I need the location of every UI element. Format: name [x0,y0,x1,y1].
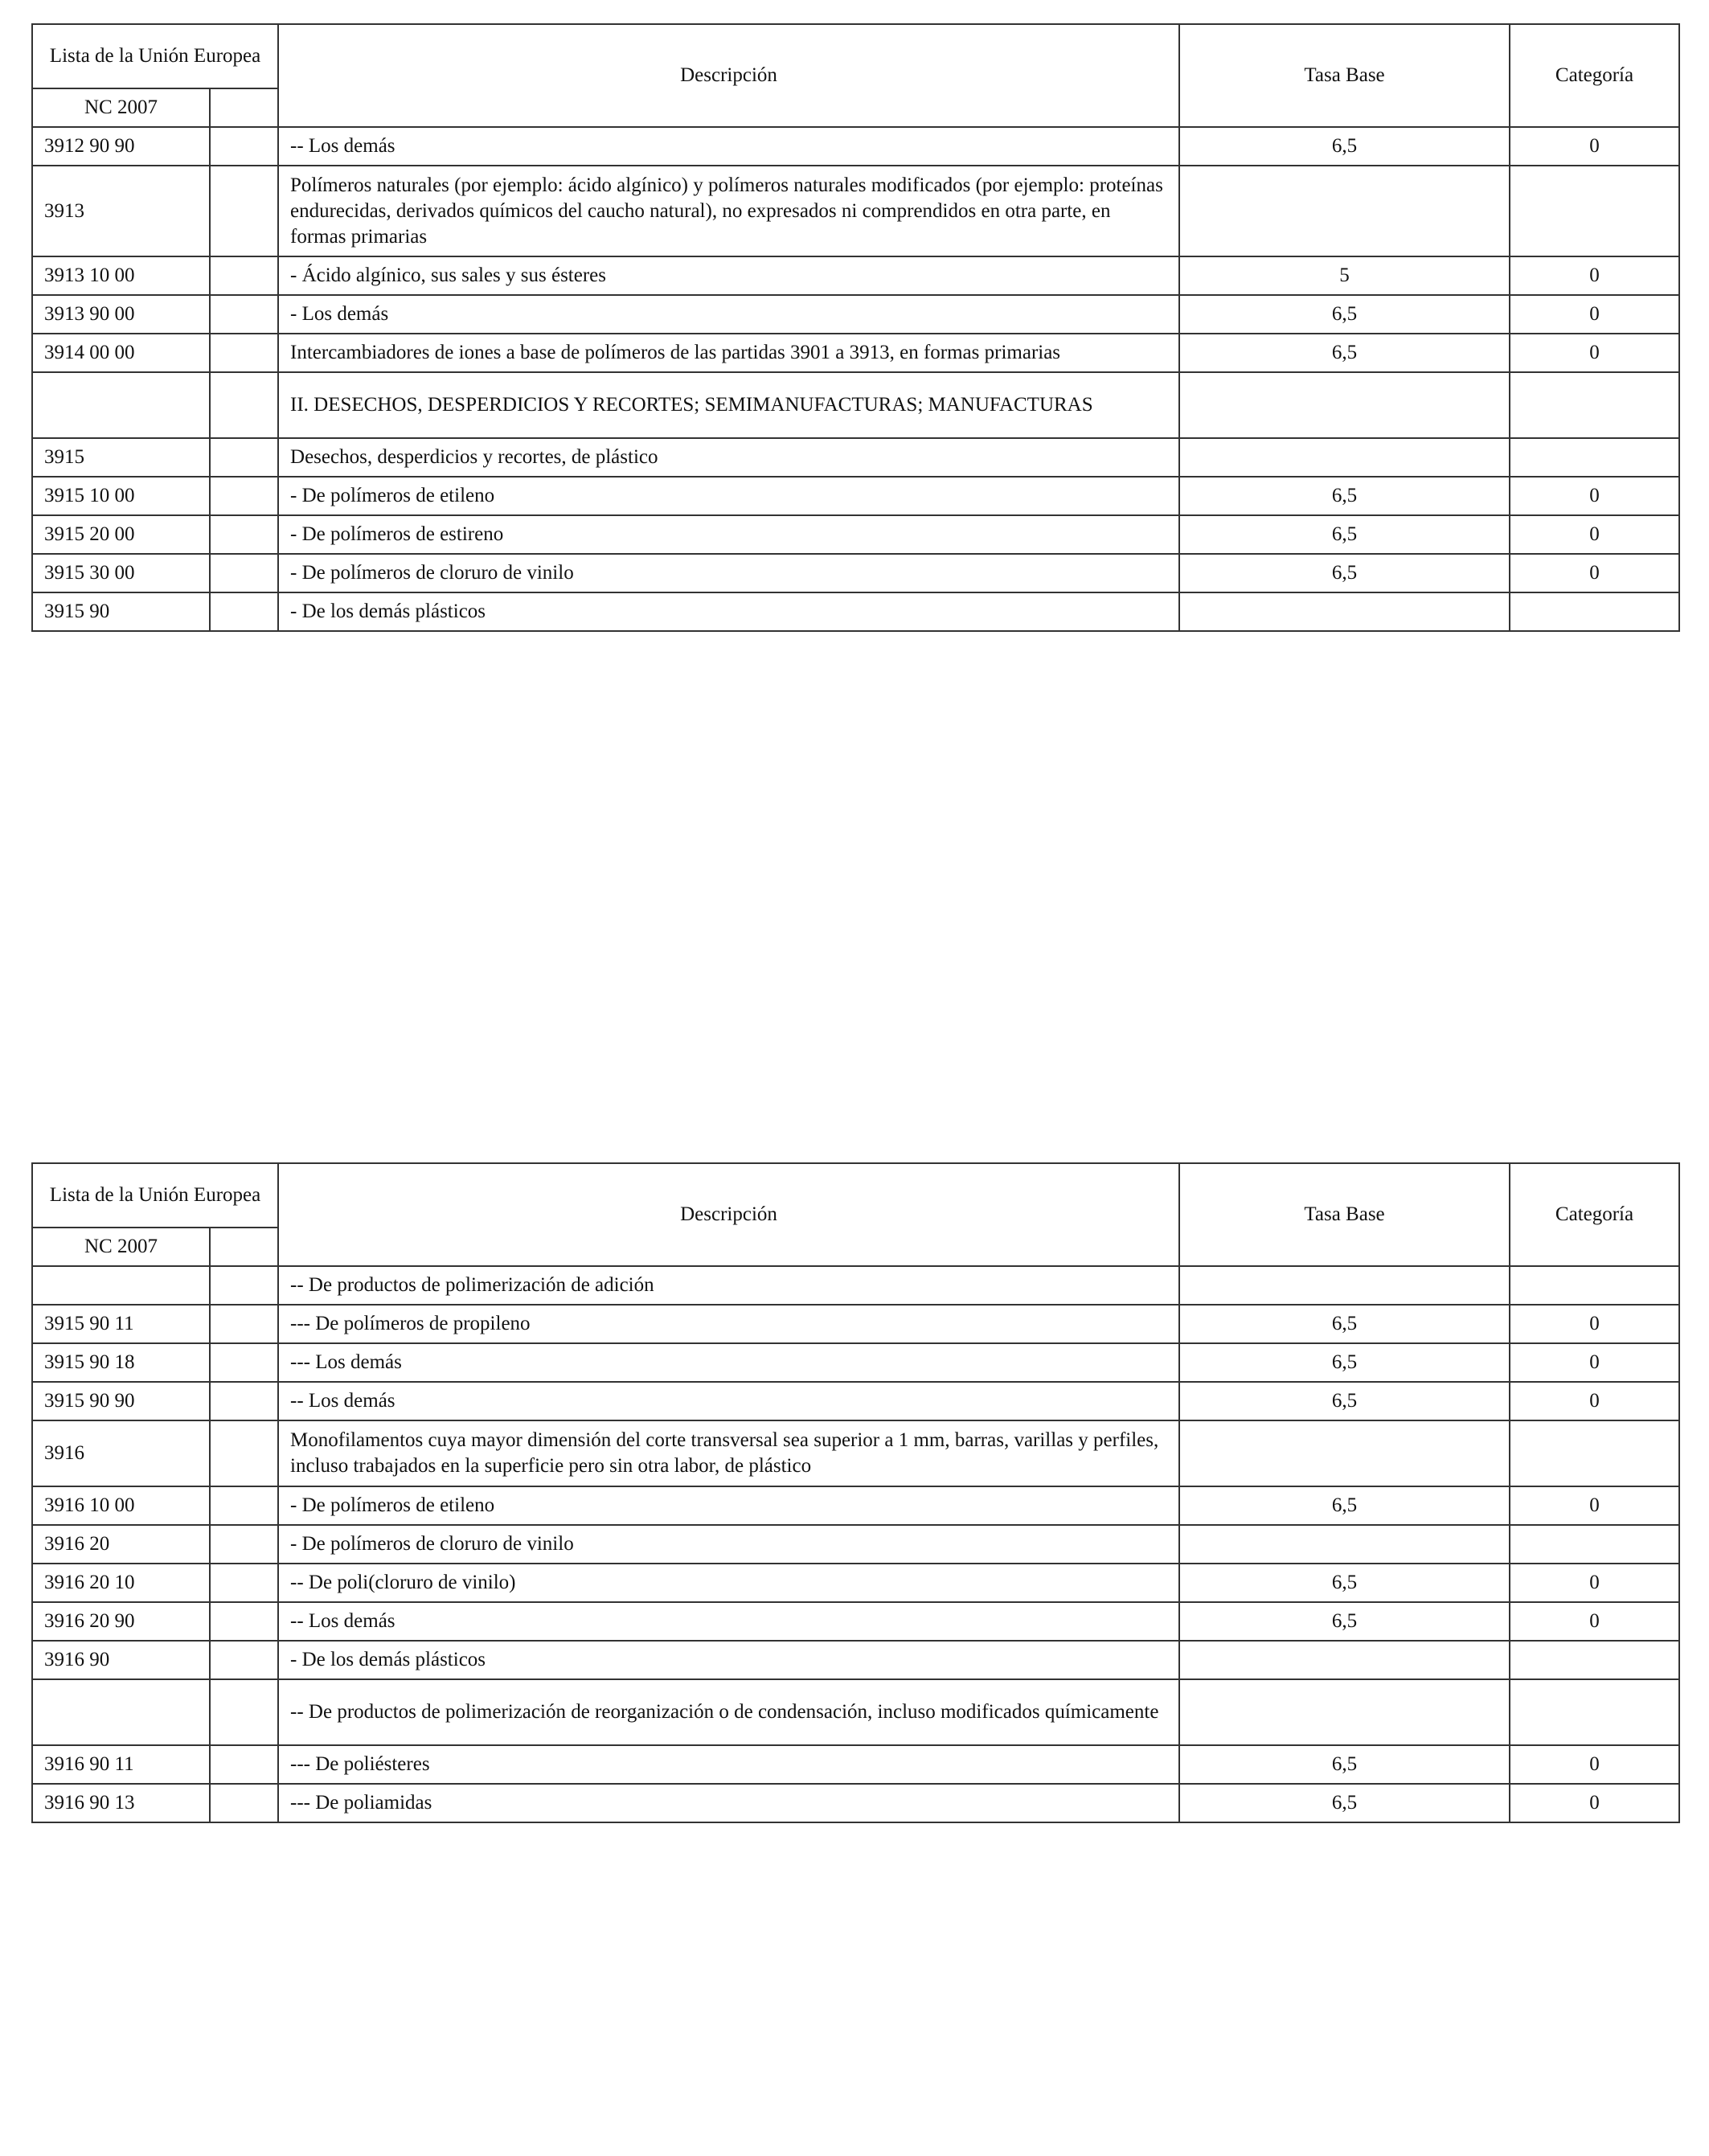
cell-base-rate: 6,5 [1179,554,1510,592]
cell-category: 0 [1510,477,1679,515]
cell-code: 3915 10 00 [32,477,210,515]
cell-base-rate [1179,1641,1510,1679]
cell-blank [210,127,278,166]
cell-category [1510,1525,1679,1564]
cell-code: 3916 20 [32,1525,210,1564]
cell-code [32,1679,210,1745]
cell-description: -- Los demás [278,1602,1179,1641]
cell-blank [210,1266,278,1305]
tariff-table-1 [31,23,1680,632]
table-row [32,1602,1679,1641]
cell-base-rate: 6,5 [1179,515,1510,554]
cell-blank [210,166,278,256]
cell-description: - De polímeros de etileno [278,1486,1179,1525]
header-nc-2007: NC 2007 [32,1228,210,1266]
cell-blank [210,1784,278,1822]
cell-base-rate [1179,592,1510,631]
cell-description: -- Los demás [278,1382,1179,1420]
cell-blank [210,1641,278,1679]
cell-description: - De polímeros de cloruro de vinilo [278,554,1179,592]
cell-category: 0 [1510,1486,1679,1525]
cell-blank [210,1745,278,1784]
cell-blank [210,1305,278,1343]
cell-description: Monofilamentos cuya mayor dimensión del corte transversal sea superior a 1 mm, barras, varillas y perfiles, incluso trabajados en la superficie pero sin otra labor, de plástico [278,1420,1179,1486]
table-row [32,477,1679,515]
header-category: Categoría [1510,1163,1679,1266]
table-row [32,554,1679,592]
table-row [32,515,1679,554]
header-list-eu: Lista de la Unión Europea [32,24,278,88]
cell-description: --- Los demás [278,1343,1179,1382]
header-empty-cell [210,1228,278,1266]
cell-code: 3913 90 00 [32,295,210,334]
cell-category [1510,592,1679,631]
cell-category: 0 [1510,256,1679,295]
cell-category [1510,1420,1679,1486]
cell-base-rate [1179,372,1510,438]
cell-blank [210,1486,278,1525]
cell-blank [210,256,278,295]
table-row [32,438,1679,477]
table-row [32,372,1679,438]
cell-category [1510,166,1679,256]
table-row [32,334,1679,372]
cell-description: II. DESECHOS, DESPERDICIOS Y RECORTES; SEMIMANUFACTURAS; MANUFACTURAS [278,372,1179,438]
cell-code: 3915 30 00 [32,554,210,592]
cell-category: 0 [1510,1382,1679,1420]
cell-description: -- Los demás [278,127,1179,166]
cell-base-rate: 6,5 [1179,1382,1510,1420]
table-row [32,1266,1679,1305]
table-row [32,1382,1679,1420]
cell-description: - Ácido algínico, sus sales y sus ésteres [278,256,1179,295]
cell-code: 3912 90 90 [32,127,210,166]
cell-base-rate [1179,438,1510,477]
cell-blank [210,1564,278,1602]
cell-code: 3913 [32,166,210,256]
cell-description: --- De polímeros de propileno [278,1305,1179,1343]
cell-description: Intercambiadores de iones a base de polímeros de las partidas 3901 a 3913, en formas primarias [278,334,1179,372]
cell-code: 3915 90 11 [32,1305,210,1343]
cell-blank [210,334,278,372]
cell-description: Polímeros naturales (por ejemplo: ácido algínico) y polímeros naturales modificados (por ejemplo: proteínas endurecidas, derivados químicos del caucho natural), no expresados ni comprendidos en otra parte, en formas primarias [278,166,1179,256]
table-row [32,1784,1679,1822]
cell-description: - De polímeros de estireno [278,515,1179,554]
table-row [32,256,1679,295]
table-body [32,1266,1679,1822]
cell-code: 3916 90 13 [32,1784,210,1822]
cell-description: Desechos, desperdicios y recortes, de plástico [278,438,1179,477]
cell-description: --- De poliamidas [278,1784,1179,1822]
cell-code: 3915 90 90 [32,1382,210,1420]
cell-blank [210,295,278,334]
cell-blank [210,515,278,554]
cell-description: -- De productos de polimerización de adición [278,1266,1179,1305]
cell-description: - De los demás plásticos [278,592,1179,631]
cell-description: -- De poli(cloruro de vinilo) [278,1564,1179,1602]
cell-category [1510,372,1679,438]
header-description: Descripción [278,1163,1179,1266]
table-row [32,127,1679,166]
cell-blank [210,1602,278,1641]
table-row [32,295,1679,334]
header-list-eu: Lista de la Unión Europea [32,1163,278,1228]
cell-category: 0 [1510,1343,1679,1382]
cell-description: - De polímeros de cloruro de vinilo [278,1525,1179,1564]
cell-description: - Los demás [278,295,1179,334]
cell-base-rate: 6,5 [1179,295,1510,334]
table-row [32,592,1679,631]
cell-base-rate [1179,166,1510,256]
table-row [32,1486,1679,1525]
tariff-table-2 [31,1162,1680,1823]
cell-blank [210,1420,278,1486]
table-row [32,166,1679,256]
cell-base-rate [1179,1266,1510,1305]
header-category: Categoría [1510,24,1679,127]
cell-code [32,1266,210,1305]
cell-blank [210,592,278,631]
cell-category: 0 [1510,127,1679,166]
table-row [32,1305,1679,1343]
cell-base-rate: 6,5 [1179,477,1510,515]
cell-category [1510,1266,1679,1305]
cell-base-rate: 6,5 [1179,1486,1510,1525]
cell-category: 0 [1510,1784,1679,1822]
table-row [32,1679,1679,1745]
cell-category [1510,1641,1679,1679]
cell-base-rate: 6,5 [1179,1602,1510,1641]
table-row [32,1745,1679,1784]
cell-code: 3916 90 11 [32,1745,210,1784]
cell-category: 0 [1510,1745,1679,1784]
table-row [32,1564,1679,1602]
cell-base-rate: 6,5 [1179,1343,1510,1382]
cell-base-rate: 6,5 [1179,127,1510,166]
cell-base-rate: 5 [1179,256,1510,295]
cell-code: 3915 90 [32,592,210,631]
cell-category: 0 [1510,1564,1679,1602]
cell-base-rate: 6,5 [1179,1745,1510,1784]
cell-blank [210,1343,278,1382]
cell-code: 3916 20 10 [32,1564,210,1602]
cell-code: 3914 00 00 [32,334,210,372]
cell-description: -- De productos de polimerización de reorganización o de condensación, incluso modificados químicamente [278,1679,1179,1745]
header-base-rate: Tasa Base [1179,1163,1510,1266]
cell-blank [210,554,278,592]
cell-base-rate [1179,1420,1510,1486]
cell-code: 3913 10 00 [32,256,210,295]
header-description: Descripción [278,24,1179,127]
cell-base-rate [1179,1525,1510,1564]
cell-code: 3916 20 90 [32,1602,210,1641]
cell-code: 3915 90 18 [32,1343,210,1382]
table-row [32,1420,1679,1486]
header-base-rate: Tasa Base [1179,24,1510,127]
cell-base-rate [1179,1679,1510,1745]
cell-blank [210,1525,278,1564]
cell-category: 0 [1510,515,1679,554]
cell-category: 0 [1510,1602,1679,1641]
cell-description: - De polímeros de etileno [278,477,1179,515]
header-nc-2007: NC 2007 [32,88,210,127]
cell-category: 0 [1510,334,1679,372]
cell-blank [210,1382,278,1420]
cell-base-rate: 6,5 [1179,1305,1510,1343]
cell-code: 3915 [32,438,210,477]
cell-category [1510,1679,1679,1745]
table-body [32,127,1679,631]
cell-category: 0 [1510,295,1679,334]
cell-description: - De los demás plásticos [278,1641,1179,1679]
cell-code [32,372,210,438]
header-empty-cell [210,88,278,127]
cell-blank [210,438,278,477]
cell-description: --- De poliésteres [278,1745,1179,1784]
cell-category [1510,438,1679,477]
table-row [32,1343,1679,1382]
cell-blank [210,372,278,438]
cell-base-rate: 6,5 [1179,334,1510,372]
table-row [32,1525,1679,1564]
cell-code: 3916 90 [32,1641,210,1679]
cell-base-rate: 6,5 [1179,1564,1510,1602]
cell-code: 3916 [32,1420,210,1486]
cell-base-rate: 6,5 [1179,1784,1510,1822]
cell-category: 0 [1510,1305,1679,1343]
cell-code: 3915 20 00 [32,515,210,554]
table-row [32,1641,1679,1679]
cell-blank [210,477,278,515]
cell-category: 0 [1510,554,1679,592]
cell-code: 3916 10 00 [32,1486,210,1525]
cell-blank [210,1679,278,1745]
